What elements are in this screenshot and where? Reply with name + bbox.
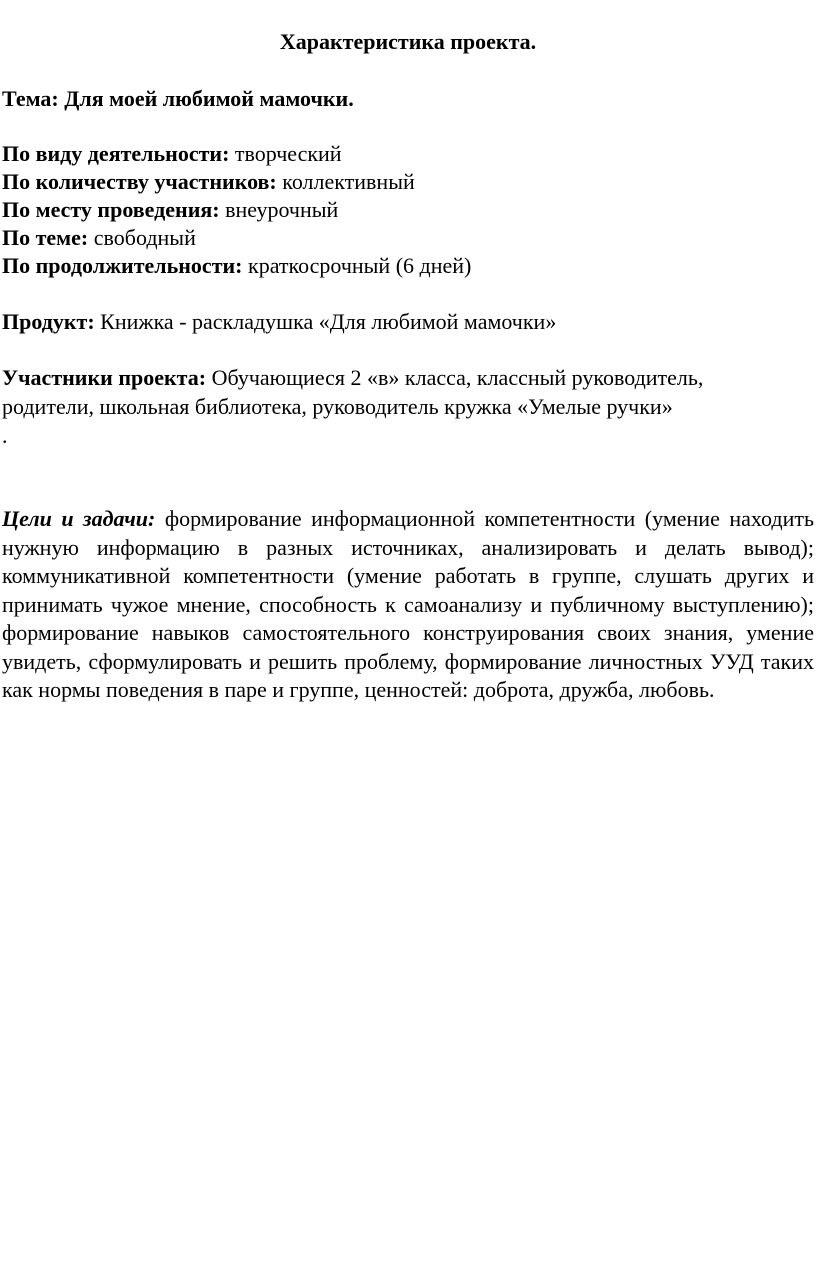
participants-text: Обучающиеся 2 «в» класса, классный руководитель,: [206, 365, 704, 390]
product-label: Продукт:: [2, 309, 95, 334]
goals-paragraph: [2, 505, 814, 705]
participants-label: Участники проекта:: [2, 365, 207, 390]
characteristic-value: внеурочный: [219, 197, 339, 222]
characteristic-topic: [2, 224, 196, 252]
characteristic-participants-count: [2, 168, 415, 196]
goals-label: Цели и задачи:: [2, 506, 156, 531]
characteristic-label: По продолжительности:: [2, 253, 243, 278]
document-title: Характеристика проекта.: [279, 29, 537, 54]
goals-text: формирование информационной компетентности (умение находить нужную информацию в разных источниках, анализировать и делать вывод); коммуникативной компетентности (умение работать в группе, слушать других и принимать чужое мнение, способность к самоанализу и публичному выступлению); формирование навыков самостоятельного конструирования своих знания, умение увидеть, сформулировать и решить проблему, формирование личностных УУД таких как нормы поведения в паре и группе, ценностей: доброта, дружба, любовь.: [2, 506, 815, 702]
characteristic-duration: [2, 252, 471, 280]
product-line: [2, 308, 556, 336]
product-value: Книжка - раскладушка «Для любимой мамочки»: [94, 309, 557, 334]
characteristic-value: свободный: [88, 225, 196, 250]
characteristic-label: По месту проведения:: [2, 197, 220, 222]
theme-line: Тема: Для моей любимой мамочки.: [2, 86, 354, 111]
participants-line-3: .: [2, 423, 8, 448]
characteristic-value: краткосрочный (6 дней): [242, 253, 472, 278]
characteristic-label: По теме:: [2, 225, 89, 250]
characteristic-activity: [2, 140, 342, 168]
participants-line-2: родители, школьная библиотека, руководитель кружка «Умелые ручки»: [2, 394, 673, 419]
characteristic-place: [2, 196, 338, 224]
characteristic-value: творческий: [229, 141, 342, 166]
characteristic-label: По виду деятельности:: [2, 141, 230, 166]
participants-line-1: [2, 364, 703, 392]
characteristic-value: коллективный: [276, 169, 415, 194]
characteristic-label: По количеству участников:: [2, 169, 277, 194]
